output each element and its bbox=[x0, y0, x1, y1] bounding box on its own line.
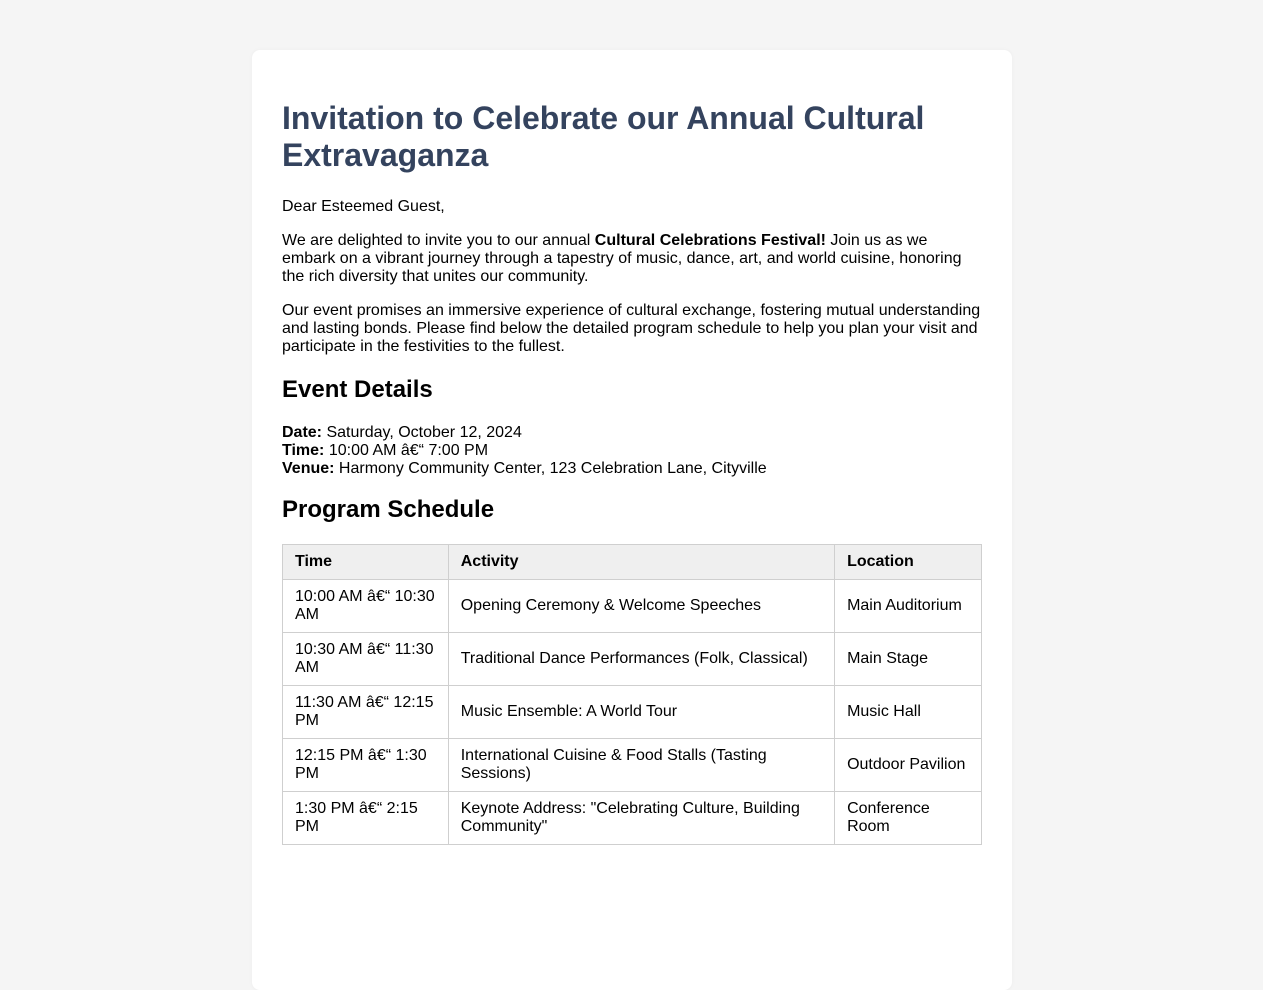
program-schedule-heading: Program Schedule bbox=[282, 496, 495, 523]
event-details bbox=[282, 424, 982, 478]
time-value: 10:00 AM â€“ 7:00 PM bbox=[324, 442, 489, 459]
cell-time: 10:30 AM â€“ 11:30 AM bbox=[283, 633, 449, 686]
table-row bbox=[283, 633, 982, 686]
event-details-heading: Event Details bbox=[282, 376, 433, 403]
festival-name: Cultural Celebrations Festival! bbox=[594, 232, 826, 249]
date-label: Date: bbox=[282, 424, 323, 441]
cell-activity: Music Ensemble: A World Tour bbox=[448, 686, 834, 739]
cell-activity: International Cuisine & Food Stalls (Tasting Sessions) bbox=[448, 739, 834, 792]
table-header-row bbox=[283, 545, 982, 580]
schedule-table bbox=[282, 544, 982, 845]
cell-location: Music Hall bbox=[835, 686, 982, 739]
description-paragraph: Our event promises an immersive experience of cultural exchange, fostering mutual understanding and lasting bonds. Please find below the detailed program schedule to help you plan your visit and participate in the festivities to the fullest. bbox=[282, 302, 981, 355]
venue-value: Harmony Community Center, 123 Celebration Lane, Cityville bbox=[334, 460, 767, 477]
intro-paragraph bbox=[282, 232, 982, 286]
intro-text-end: Join us as we embark on a vibrant journey through a tapestry of music, dance, art, and world cuisine, honoring the rich diversity that unites our community. bbox=[282, 232, 962, 285]
cell-activity: Keynote Address: "Celebrating Culture, Building Community" bbox=[448, 792, 834, 845]
cell-activity: Opening Ceremony & Welcome Speeches bbox=[448, 580, 834, 633]
cell-location: Conference Room bbox=[835, 792, 982, 845]
time-label: Time: bbox=[282, 442, 325, 459]
time-line bbox=[282, 442, 982, 460]
column-header-time: Time bbox=[283, 545, 449, 580]
cell-location: Main Auditorium bbox=[835, 580, 982, 633]
table-row bbox=[283, 580, 982, 633]
column-header-location: Location bbox=[835, 545, 982, 580]
date-line bbox=[282, 424, 982, 442]
table-row bbox=[283, 739, 982, 792]
invitation-card bbox=[252, 50, 1012, 990]
cell-activity: Traditional Dance Performances (Folk, Classical) bbox=[448, 633, 834, 686]
cell-time: 10:00 AM â€“ 10:30 AM bbox=[283, 580, 449, 633]
cell-time: 11:30 AM â€“ 12:15 PM bbox=[283, 686, 449, 739]
cell-time: 12:15 PM â€“ 1:30 PM bbox=[283, 739, 449, 792]
cell-location: Main Stage bbox=[835, 633, 982, 686]
column-header-activity: Activity bbox=[448, 545, 834, 580]
intro-text-start: We are delighted to invite you to our annual bbox=[282, 232, 595, 249]
venue-label: Venue: bbox=[282, 460, 335, 477]
venue-line bbox=[282, 460, 982, 478]
table-row bbox=[283, 792, 982, 845]
salutation: Dear Esteemed Guest, bbox=[282, 198, 445, 215]
date-value: Saturday, October 12, 2024 bbox=[322, 424, 522, 441]
cell-location: Outdoor Pavilion bbox=[835, 739, 982, 792]
table-row bbox=[283, 686, 982, 739]
page-title: Invitation to Celebrate our Annual Cultural Extravaganza bbox=[282, 100, 925, 173]
cell-time: 1:30 PM â€“ 2:15 PM bbox=[283, 792, 449, 845]
